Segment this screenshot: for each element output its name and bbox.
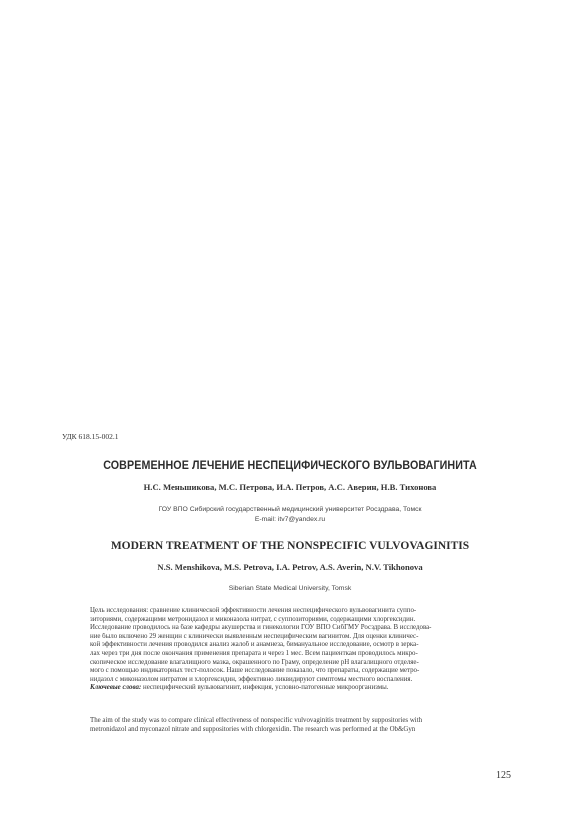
abstract-ru-line: скопическое исследование влагалищного мазка, окрашенного по Граму, определение pH влагалищного отделяе-	[90, 658, 419, 666]
abstract-ru-line: ние было включено 29 женщин с клинически выявленным неспецифическим вагинитом. Для оценки клиничес-	[90, 632, 419, 640]
abstract-en-line: metronidazol and myconazol nitrate and suppositories with chlorgexidin. The research was performed at the Ob&Gyn	[90, 725, 416, 733]
keywords-text: неспецифический вульвовагинит, инфекция, условно-патогенные микроорганизмы.	[141, 684, 389, 692]
abstract-ru-line: Цель исследования: сравнение клинической эффективности лечения неспецифического вульвовагинита суппо-	[90, 607, 417, 614]
article-title-ru: СОВРЕМЕННОЕ ЛЕЧЕНИЕ НЕСПЕЦИФИЧЕСКОГО ВУЛЬВОВАГИНИТА	[103, 460, 477, 472]
article-title-en: MODERN TREATMENT OF THE NONSPECIFIC VULVOVAGINITIS	[110, 540, 470, 552]
affiliation-ru: ГОУ ВПО Сибирский государственный медицинский университет Росздрава, Томск	[158, 506, 422, 513]
udc-code: УДК 618.15-002.1	[62, 432, 119, 441]
affiliation-ru-block	[0, 505, 580, 525]
abstract-ru-line: зиториями, содержащими метронидазол и миконазола нитрат, с суппозиториями, содержащими хлоргексидин.	[90, 615, 416, 623]
authors-en: N.S. Menshikova, M.S. Petrova, I.A. Petrov, A.S. Averin, N.V. Tikhonova	[157, 562, 423, 572]
abstract-en	[90, 717, 500, 734]
keywords-line	[90, 684, 500, 693]
email: E-mail: itv7@yandex.ru	[254, 516, 326, 523]
keywords-label: Ключевые слова:	[90, 684, 142, 692]
abstract-ru	[90, 607, 500, 693]
abstract-ru-line: лах через три дня после окончания применения препарата и через 1 мес. Всем пациенткам проводилось микро-	[90, 649, 418, 657]
affiliation-en: Siberian State Medical University, Tomsk	[228, 585, 352, 592]
abstract-ru-line: кой эффективности лечения проводился анализ жалоб и анамнеза, бимануальное исследование, осмотр в зерка-	[90, 641, 419, 649]
abstract-ru-line: мого с помощью индикаторных тест-полосок. Наше исследование показало, что препараты, содержащие метро-	[90, 667, 420, 675]
abstract-ru-line: нидазол с миконазолом нитратом и хлоргексидин, эффективно ликвидируют симптомы местного воспаления.	[90, 675, 413, 683]
page-number: 125	[496, 770, 511, 781]
abstract-ru-line: Исследование проводилось на базе кафедры акушерства и гинекологии ГОУ ВПО СибГМУ Росздрава. В исследова-	[90, 624, 432, 632]
abstract-en-line: The aim of the study was to compare clinical effectiveness of nonspecific vulvovaginitis treatment by suppositories with	[90, 717, 423, 724]
authors-ru: Н.С. Меньшикова, М.С. Петрова, И.А. Петров, А.С. Аверин, Н.В. Тихонова	[143, 482, 437, 492]
